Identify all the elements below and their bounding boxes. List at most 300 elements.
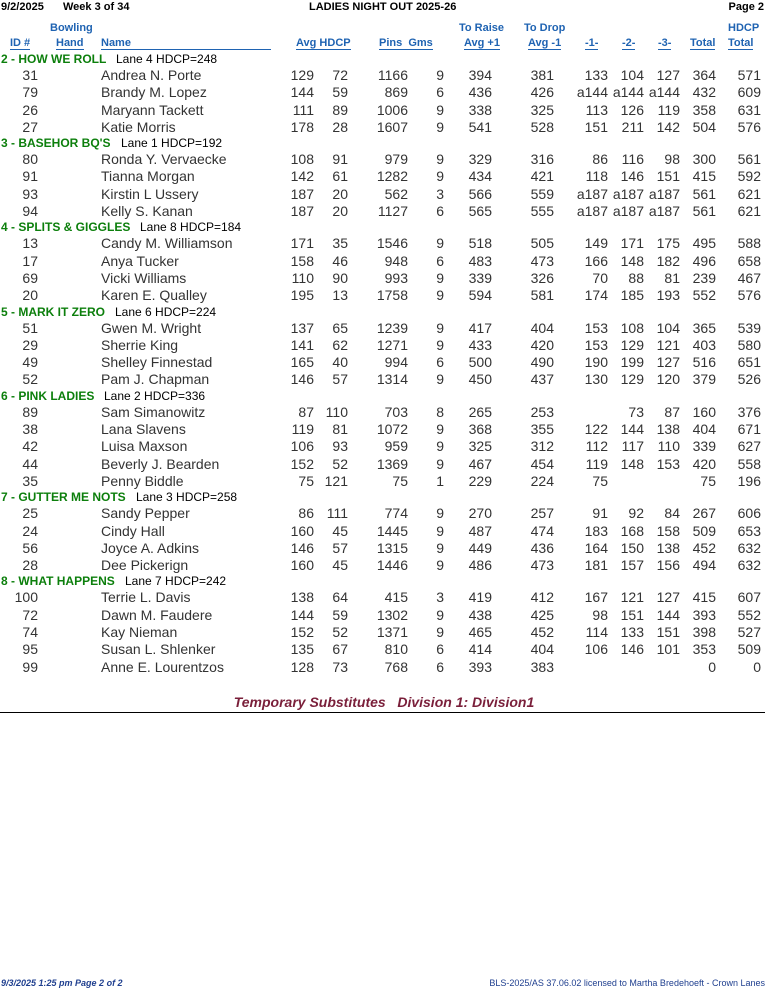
bowler-total: 452: [692, 539, 716, 556]
column-headers: [0, 20, 768, 52]
bowler-row: [0, 150, 768, 167]
bowler-id: 56: [22, 539, 38, 556]
bowler-name: Brandy M. Lopez: [101, 84, 207, 101]
bowler-to-raise: 270: [468, 505, 492, 522]
bowler-to-drop: 426: [530, 84, 554, 101]
bowler-avg: 87: [298, 403, 314, 420]
team-header: [0, 51, 768, 66]
bowler-game3: 142: [656, 118, 680, 135]
bowler-name: Sam Simanowitz: [101, 403, 206, 420]
bowler-to-raise: 329: [468, 151, 492, 168]
bowler-hdcp-total: 592: [737, 168, 761, 185]
bowler-to-raise: 486: [468, 557, 492, 574]
bowler-hdcp: 65: [332, 319, 348, 336]
bowler-to-drop: 555: [530, 203, 554, 220]
bowler-total: 358: [692, 101, 716, 118]
bowler-games: 3: [436, 589, 444, 606]
bowler-total: 495: [692, 235, 716, 252]
bowler-to-drop: 381: [530, 67, 554, 83]
bowler-games: 9: [436, 287, 444, 304]
bowler-row: [0, 606, 768, 623]
bowler-pins: 994: [384, 354, 408, 371]
bowler-row: [0, 370, 768, 387]
bowler-id: 44: [22, 455, 38, 472]
bowler-game3: 98: [664, 151, 680, 168]
bowler-game2: 151: [620, 606, 644, 623]
bowler-total: 494: [692, 557, 716, 574]
bowler-games: 1: [436, 472, 444, 489]
bowler-hdcp: 35: [332, 235, 348, 252]
bowler-id: 27: [22, 118, 38, 135]
team-name: 2 - HOW WE ROLL: [1, 52, 107, 66]
bowler-total: 496: [692, 252, 716, 269]
bowler-game2: 185: [620, 287, 644, 304]
bowler-id: 80: [22, 151, 38, 168]
bowler-pins: 75: [392, 472, 408, 489]
bowler-name: Andrea N. Porte: [101, 67, 202, 83]
bowler-pins: 768: [384, 658, 408, 675]
bowler-name: Dee Pickerign: [101, 557, 189, 574]
bowler-to-raise: 436: [468, 84, 492, 101]
bowler-avg: 110: [291, 269, 314, 286]
bowler-games: 9: [436, 319, 444, 336]
bowler-games: 9: [436, 168, 444, 185]
bowler-game1: 91: [592, 505, 608, 522]
bowler-game3: 81: [664, 269, 680, 286]
team-lane-hdcp: Lane 7 HDCP=242: [125, 574, 227, 589]
bowler-game1: 70: [592, 269, 608, 286]
team-lane-hdcp: Lane 8 HDCP=184: [140, 220, 242, 235]
bowler-hdcp: 61: [332, 168, 348, 185]
bowler-hdcp: 57: [332, 371, 348, 388]
bowler-games: 9: [436, 336, 444, 353]
bowler-id: 99: [22, 658, 38, 675]
bowler-pins: 1072: [376, 421, 408, 438]
bowler-to-raise: 339: [468, 269, 492, 286]
bowler-total: 239: [692, 269, 716, 286]
bowler-avg: 144: [290, 84, 314, 101]
bowler-hdcp: 89: [332, 101, 348, 118]
bowler-hdcp: 90: [332, 269, 348, 286]
bowler-game2: 146: [620, 641, 644, 658]
bowler-game3: 151: [656, 624, 680, 641]
bowler-id: 94: [22, 203, 38, 220]
bowler-game2: 117: [621, 438, 644, 455]
bowler-game1: 166: [584, 252, 608, 269]
bowler-hdcp: 13: [332, 287, 348, 304]
bowler-name: Anne E. Lourentzos: [101, 658, 224, 675]
bowler-hdcp: 81: [332, 421, 348, 438]
bowler-game3: 193: [656, 287, 680, 304]
bowler-to-drop: 581: [530, 287, 554, 304]
bowler-game2: 148: [620, 252, 644, 269]
bowler-game1: 149: [584, 235, 608, 252]
bowler-total: 404: [692, 421, 716, 438]
team-name: 4 - SPLITS & GIGGLES: [1, 220, 131, 235]
bowler-name: Penny Biddle: [101, 472, 184, 489]
bowler-row: [0, 319, 768, 336]
bowler-pins: 1127: [377, 203, 408, 220]
bowler-game3: 127: [656, 354, 680, 371]
bowler-game2: 73: [628, 403, 644, 420]
bowler-game2: a187: [612, 203, 644, 220]
bowler-games: 9: [436, 421, 444, 438]
bowler-game2: a187: [612, 185, 644, 202]
bowler-game3: 182: [656, 252, 680, 269]
bowler-pins: 1166: [377, 67, 408, 83]
bowler-id: 91: [22, 168, 38, 185]
bowler-game3: 119: [657, 101, 680, 118]
page-number: Page 2: [728, 1, 764, 13]
bowler-row: [0, 588, 768, 605]
bowler-games: 9: [436, 118, 444, 135]
bowler-id: 93: [22, 185, 38, 202]
col-avg-hdcp: Avg HDCP: [296, 37, 351, 49]
bowler-row: [0, 252, 768, 269]
bowler-hdcp-total: 671: [737, 421, 761, 438]
bowler-game1: a144: [576, 84, 608, 101]
bowler-hdcp-total: 632: [737, 557, 761, 574]
bowler-to-drop: 312: [530, 438, 554, 455]
bowler-id: 26: [22, 101, 38, 118]
bowler-row: [0, 437, 768, 454]
bowler-avg: 146: [290, 539, 314, 556]
bowler-row: [0, 66, 768, 83]
bowler-game2: 121: [620, 589, 644, 606]
bowler-to-raise: 594: [468, 287, 492, 304]
bowler-avg: 152: [290, 624, 314, 641]
team-lane-hdcp: Lane 2 HDCP=336: [104, 388, 206, 403]
bowler-row: [0, 101, 768, 118]
bowler-hdcp-total: 658: [737, 252, 761, 269]
bowler-game1: 181: [584, 557, 608, 574]
bowler-id: 79: [22, 84, 38, 101]
bowler-to-drop: 404: [530, 319, 554, 336]
bowler-avg: 137: [290, 319, 314, 336]
page-header: [0, 1, 768, 17]
bowler-hdcp-total: 376: [737, 403, 761, 420]
col-game1: -1-: [585, 37, 599, 49]
bowler-row: [0, 118, 768, 135]
footer-print-info: 9/3/2025 1:25 pm Page 2 of 2: [1, 978, 123, 988]
bowler-id: 25: [22, 505, 38, 522]
col-game2: -2-: [622, 37, 636, 49]
bowler-hdcp-total: 467: [737, 269, 761, 286]
bowler-hdcp-total: 653: [737, 522, 761, 539]
col-total: Total: [690, 37, 716, 49]
bowler-to-raise: 265: [468, 403, 492, 420]
bowler-hdcp-total: 651: [737, 354, 761, 371]
bowler-to-drop: 454: [530, 455, 554, 472]
bowler-game2: 129: [620, 371, 644, 388]
bowler-hdcp: 93: [332, 438, 348, 455]
bowler-total: 393: [692, 606, 716, 623]
bowler-hdcp-total: 627: [737, 438, 761, 455]
bowler-game1: 183: [584, 522, 608, 539]
bowler-to-drop: 490: [530, 354, 554, 371]
bowler-hdcp-total: 558: [737, 455, 761, 472]
bowler-to-raise: 229: [468, 472, 492, 489]
bowler-game3: a144: [648, 84, 680, 101]
team-header: [0, 219, 768, 234]
bowler-row: [0, 353, 768, 370]
bowler-game2: 108: [620, 319, 644, 336]
bowler-game2: 126: [620, 101, 644, 118]
bowler-avg: 187: [290, 185, 314, 202]
bowler-to-drop: 404: [530, 641, 554, 658]
team-lane-hdcp: Lane 3 HDCP=258: [136, 490, 238, 505]
bowler-hdcp: 59: [332, 84, 348, 101]
bowler-hdcp: 111: [326, 505, 348, 522]
bowler-total: 415: [692, 589, 716, 606]
bowler-to-raise: 368: [468, 421, 492, 438]
bowler-games: 9: [436, 371, 444, 388]
bowler-games: 9: [436, 557, 444, 574]
bowler-avg: 160: [290, 557, 314, 574]
bowler-hdcp-total: 621: [737, 203, 761, 220]
bowler-game1: 130: [584, 371, 608, 388]
bowler-to-raise: 393: [468, 658, 492, 675]
bowler-to-drop: 473: [530, 557, 554, 574]
bowler-games: 9: [436, 151, 444, 168]
bowler-game2: 92: [628, 505, 644, 522]
bowler-game3: 101: [656, 641, 680, 658]
bowler-name: Susan L. Shlenker: [101, 641, 216, 658]
bowler-hdcp: 72: [332, 67, 348, 83]
bowler-name: Katie Morris: [101, 118, 176, 135]
team-header: [0, 135, 768, 150]
bowler-to-drop: 425: [530, 606, 554, 623]
bowler-total: 561: [692, 185, 716, 202]
bowler-row: [0, 185, 768, 202]
bowler-game3: 156: [656, 557, 680, 574]
bowler-games: 9: [436, 101, 444, 118]
bowler-game3: 138: [656, 421, 680, 438]
bowler-to-raise: 414: [468, 641, 492, 658]
bowler-id: 28: [22, 557, 38, 574]
bowler-hdcp-total: 552: [737, 606, 761, 623]
bowler-row: [0, 539, 768, 556]
bowler-game3: 144: [656, 606, 680, 623]
bowler-avg: 141: [290, 336, 314, 353]
col-hdcp-total: Total: [728, 37, 754, 49]
bowler-to-raise: 483: [468, 252, 492, 269]
bowler-to-raise: 325: [468, 438, 492, 455]
bowler-game1: 118: [585, 168, 608, 185]
bowler-pins: 1445: [376, 522, 408, 539]
bowler-avg: 119: [291, 421, 314, 438]
bowler-game3: 104: [656, 319, 680, 336]
bowler-game1: 113: [585, 101, 608, 118]
bowler-id: 42: [22, 438, 38, 455]
bowler-row: [0, 167, 768, 184]
bowler-id: 17: [22, 252, 38, 269]
bowler-id: 24: [22, 522, 38, 539]
team-lane-hdcp: Lane 6 HDCP=224: [115, 304, 217, 319]
bowler-to-drop: 253: [530, 403, 554, 420]
bowler-game3: 110: [657, 438, 680, 455]
bowler-name: Cindy Hall: [101, 522, 165, 539]
bowler-game2: 171: [620, 235, 644, 252]
bowler-game1: a187: [576, 203, 608, 220]
bowler-pins: 703: [384, 403, 408, 420]
bowler-games: 6: [436, 641, 444, 658]
bowler-name: Terrie L. Davis: [101, 589, 191, 606]
bowler-pins: 1546: [376, 235, 408, 252]
bowler-avg: 138: [290, 589, 314, 606]
col-hdcp: HDCP: [728, 22, 760, 34]
bowler-pins: 1282: [376, 168, 408, 185]
bowler-to-raise: 566: [468, 185, 492, 202]
bowler-name: Tianna Morgan: [101, 168, 195, 185]
bowler-name: Pam J. Chapman: [101, 371, 210, 388]
bowler-pins: 1315: [376, 539, 408, 556]
bowler-row: [0, 286, 768, 303]
bowler-game2: 146: [620, 168, 644, 185]
bowler-hdcp-total: 561: [737, 151, 761, 168]
bowler-row: [0, 202, 768, 219]
bowler-games: 9: [436, 624, 444, 641]
bowler-total: 353: [692, 641, 716, 658]
report-date: 9/2/2025: [1, 1, 44, 13]
bowler-hdcp: 57: [332, 539, 348, 556]
bowler-to-drop: 224: [530, 472, 554, 489]
bowler-row: [0, 556, 768, 573]
bowler-hdcp: 45: [332, 557, 348, 574]
bowler-to-drop: 420: [530, 336, 554, 353]
bowler-total: 432: [692, 84, 716, 101]
bowler-total: 420: [692, 455, 716, 472]
bowler-to-drop: 505: [530, 235, 554, 252]
bowler-avg: 160: [290, 522, 314, 539]
team-name: 8 - WHAT HAPPENS: [1, 574, 115, 589]
bowler-row: [0, 420, 768, 437]
bowler-pins: 993: [384, 269, 408, 286]
bowler-name: Maryann Tackett: [101, 101, 204, 118]
bowler-avg: 75: [298, 472, 314, 489]
bowler-avg: 144: [290, 606, 314, 623]
bowler-pins: 1302: [376, 606, 408, 623]
bowler-game2: 133: [620, 624, 644, 641]
bowler-to-raise: 419: [468, 589, 492, 606]
bowler-hdcp: 40: [332, 354, 348, 371]
bowler-avg: 146: [290, 371, 314, 388]
bowler-total: 561: [692, 203, 716, 220]
bowler-id: 74: [22, 624, 38, 641]
bowler-game1: 112: [585, 438, 608, 455]
bowler-games: 9: [436, 455, 444, 472]
bowler-game3: 120: [656, 371, 680, 388]
bowler-row: [0, 640, 768, 657]
team-name: 5 - MARK IT ZERO: [1, 304, 105, 319]
bowler-game2: a144: [612, 84, 644, 101]
bowler-name: Kay Nieman: [101, 624, 178, 641]
bowler-avg: 111: [292, 101, 314, 118]
team-name: 7 - GUTTER ME NOTS: [1, 490, 126, 505]
bowler-hdcp-total: 607: [737, 589, 761, 606]
bowler-id: 49: [22, 354, 38, 371]
bowler-game3: 138: [656, 539, 680, 556]
bowler-total: 552: [692, 287, 716, 304]
bowler-hdcp: 67: [332, 641, 348, 658]
bowler-pins: 562: [384, 185, 408, 202]
bowler-name: Dawn M. Faudere: [101, 606, 213, 623]
team-header: [0, 573, 768, 588]
bowler-name: Shelley Finnestad: [101, 354, 213, 371]
bowler-pins: 1446: [376, 557, 408, 574]
bowler-row: [0, 336, 768, 353]
bowler-to-drop: 473: [530, 252, 554, 269]
bowler-to-drop: 355: [530, 421, 554, 438]
bowler-hdcp: 46: [332, 252, 348, 269]
bowler-pins: 979: [384, 151, 408, 168]
bowler-row: [0, 658, 768, 675]
bowler-game2: 199: [620, 354, 644, 371]
bowler-to-drop: 257: [530, 505, 554, 522]
bowler-to-drop: 528: [530, 118, 554, 135]
bowler-avg: 165: [290, 354, 314, 371]
week-label: Week 3 of 34: [63, 1, 130, 13]
bowler-game3: 84: [664, 505, 680, 522]
bowler-avg: 152: [290, 455, 314, 472]
bowler-total: 300: [692, 151, 716, 168]
bowler-pins: 774: [384, 505, 408, 522]
bowler-hdcp-total: 526: [737, 371, 761, 388]
bowler-hdcp: 20: [332, 185, 348, 202]
bowler-hdcp-total: 0: [753, 658, 761, 675]
bowler-games: 9: [436, 67, 444, 83]
bowler-total: 415: [692, 168, 716, 185]
bowler-id: 31: [22, 67, 38, 83]
bowler-name: Joyce A. Adkins: [101, 539, 200, 556]
bowler-game3: 175: [656, 235, 680, 252]
bowler-pins: 948: [384, 252, 408, 269]
col-id: ID #: [10, 37, 31, 49]
bowler-game1: 174: [584, 287, 608, 304]
bowler-name: Anya Tucker: [101, 252, 179, 269]
bowler-game1: 114: [585, 624, 608, 641]
bowler-game2: 211: [621, 118, 644, 135]
bowler-name: Kelly S. Kanan: [101, 203, 193, 220]
bowler-to-raise: 565: [468, 203, 492, 220]
team-lane-hdcp: Lane 1 HDCP=192: [121, 136, 223, 151]
bowler-hdcp: 45: [332, 522, 348, 539]
bowler-game1: 119: [585, 455, 608, 472]
bowler-to-raise: 438: [468, 606, 492, 623]
bowler-id: 38: [22, 421, 38, 438]
bowler-avg: 135: [290, 641, 314, 658]
col-game3: -3-: [658, 37, 672, 49]
bowler-games: 6: [436, 203, 444, 220]
bowler-games: 6: [436, 354, 444, 371]
bowler-row: [0, 472, 768, 489]
col-bowling: Bowling: [50, 22, 93, 34]
bowler-game2: 157: [620, 557, 644, 574]
bowler-to-drop: 421: [530, 168, 554, 185]
bowler-game1: 164: [584, 539, 608, 556]
bowler-to-drop: 437: [530, 371, 554, 388]
bowler-avg: 158: [290, 252, 314, 269]
bowler-to-drop: 316: [530, 151, 554, 168]
bowler-game1: a187: [576, 185, 608, 202]
bowler-games: 8: [436, 403, 444, 420]
bowler-avg: 108: [290, 151, 314, 168]
bowler-to-raise: 433: [468, 336, 492, 353]
bowler-game3: 87: [664, 403, 680, 420]
bowler-id: 51: [22, 319, 38, 336]
bowler-games: 3: [436, 185, 444, 202]
bowler-hdcp-total: 631: [737, 101, 761, 118]
